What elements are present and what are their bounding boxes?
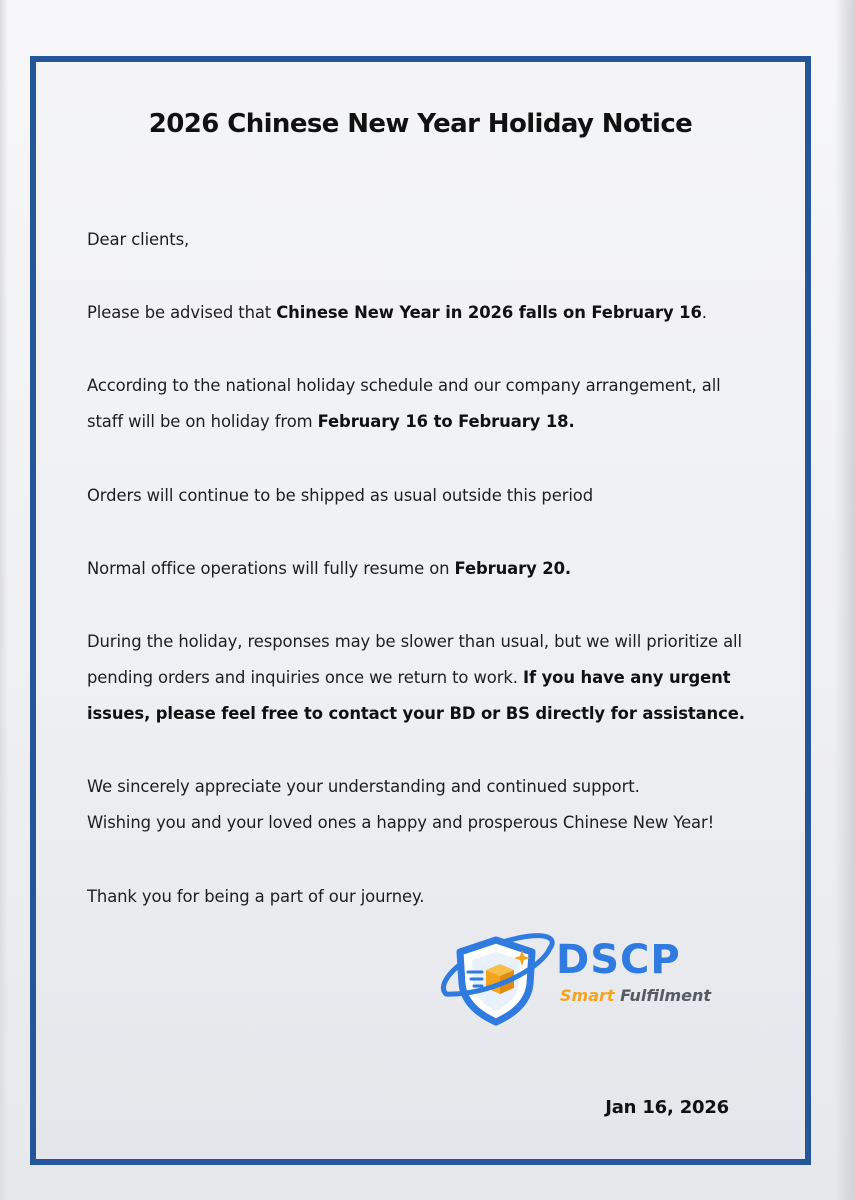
- p5-line2: pending orders and inquiries once we return to work.: [87, 668, 523, 687]
- paragraph-shipping: [87, 478, 787, 514]
- p5-line1: During the holiday, responses may be slower than usual, but we will prioritize all: [87, 632, 742, 651]
- p7-text: Thank you for being a part of our journey.: [87, 887, 425, 906]
- p1-end: .: [701, 303, 707, 322]
- p2-bold: February 16 to February 18.: [317, 412, 575, 431]
- tagline-fulfilment: Fulfilment: [620, 986, 712, 1005]
- notice-date: Jan 16, 2026: [605, 1097, 729, 1118]
- paragraph-resume: [87, 551, 787, 587]
- p5-bold-2: issues, please feel free to contact your BD or BS directly for assistance.: [87, 704, 745, 723]
- p1-text: Please be advised that: [87, 303, 277, 322]
- page-edge-right: [835, 0, 855, 1200]
- greeting: [87, 222, 787, 258]
- paragraph-date-announcement: [87, 295, 787, 331]
- p5-bold-1: If you have any urgent: [522, 668, 731, 687]
- brand-tagline: [560, 986, 711, 1006]
- p6-line1: We sincerely appreciate your understanding and continued support.: [87, 777, 640, 796]
- p6-line2: Wishing you and your loved ones a happy and prosperous Chinese New Year!: [87, 813, 715, 832]
- notice-frame: [30, 56, 811, 1165]
- shield-box-icon: [438, 932, 558, 1027]
- greeting-text: Dear clients,: [87, 230, 190, 249]
- p1-bold: Chinese New Year in 2026 falls on February 16: [276, 303, 702, 322]
- p2-line2: staff will be on holiday from: [87, 412, 318, 431]
- p4-bold: February 20.: [454, 559, 572, 578]
- page-edge-left: [0, 0, 8, 1200]
- brand-name: DSCP: [556, 937, 681, 983]
- p4-text: Normal office operations will fully resume on: [87, 559, 455, 578]
- p2-line1: According to the national holiday schedule and our company arrangement, all: [87, 376, 721, 395]
- paragraph-thanks: [87, 879, 787, 915]
- dscp-logo: [438, 932, 738, 1027]
- paragraph-holiday-schedule: [87, 368, 787, 440]
- p3-text: Orders will continue to be shipped as usual outside this period: [87, 486, 594, 505]
- paragraph-appreciation: [87, 769, 787, 841]
- notice-title: 2026 Chinese New Year Holiday Notice: [148, 109, 693, 139]
- tagline-smart: Smart: [560, 986, 615, 1005]
- paragraph-response: [87, 624, 787, 732]
